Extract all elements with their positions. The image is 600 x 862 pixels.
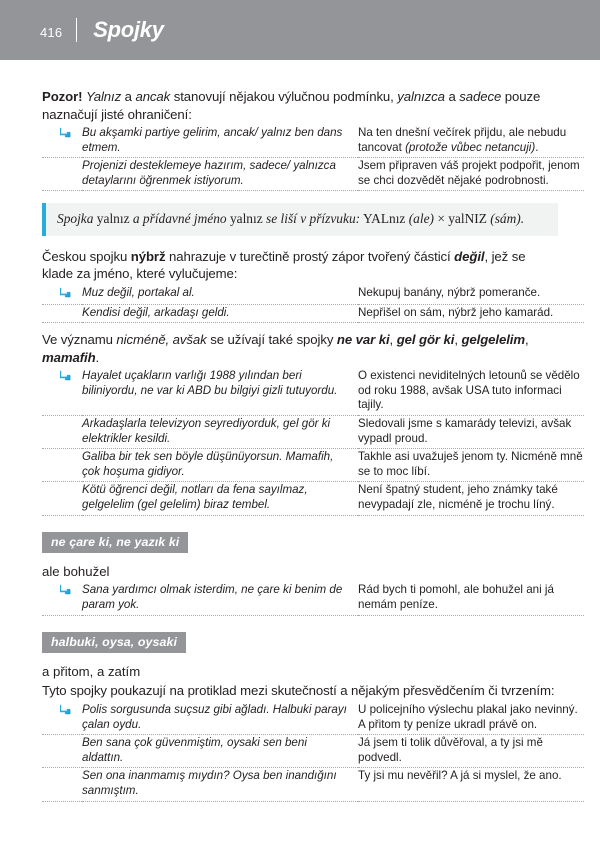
arrow-down-right-icon	[60, 584, 71, 595]
badge-row-halbuki-oysa	[42, 632, 558, 653]
section-intro-nicmene-avsak: Ve významu nicméně, avšak se užívají také spojky ne var ki, gel gör ki, gelgelelim, mamafih.	[42, 332, 529, 365]
section-intro-halbuki-oysa: Tyto spojky poukazují na protiklad mezi skutečností a nějakým přesvědčením či tvrzením:	[42, 683, 555, 699]
page-title: Spojky	[93, 17, 164, 42]
example-table-ne-care-ki	[42, 582, 584, 615]
example-arrow-icon	[42, 702, 82, 735]
page-number: 416	[40, 25, 63, 40]
note-box	[42, 203, 558, 235]
example-czech: Nekupuj banány, nýbrž pomeranče.	[358, 285, 541, 299]
badge-row-ne-care-ki	[42, 532, 558, 553]
example-turkish: Projenizi desteklemeye hazırım, sadece/ yalnızca detaylarını öğrenmek istiyorum.	[82, 159, 336, 187]
example-arrow-spacer	[42, 768, 82, 801]
example-turkish: Kötü öğrenci değil, notları da fena sayılmaz, gelgelelim (gel gelelim) biraz tembel.	[82, 483, 308, 512]
example-row	[42, 582, 584, 615]
example-arrow-icon	[42, 368, 82, 415]
arrow-down-right-icon	[60, 704, 71, 715]
example-czech: Nepřišel on sám, nýbrž jeho kamarád.	[358, 305, 554, 319]
example-turkish: Galiba bir tek sen böyle düşünüyorsun. Mamafih, çok hoşuma gidiyor.	[82, 450, 334, 478]
example-row	[42, 416, 584, 449]
example-row	[42, 368, 584, 415]
example-turkish: Sana yardımcı olmak isterdim, ne çare ki benim de param yok.	[82, 583, 343, 612]
example-row	[42, 285, 584, 304]
arrow-down-right-icon	[60, 370, 71, 381]
example-row	[42, 735, 584, 768]
example-rows	[42, 368, 584, 515]
example-czech: Já jsem ti tolik důvěřoval, a ty jsi mě podvedl.	[358, 736, 543, 764]
example-rows	[42, 702, 584, 801]
example-row	[42, 768, 584, 801]
example-row	[42, 702, 584, 735]
example-turkish: Arkadaşlarla televizyon seyrediyorduk, gel gör ki elektrikler kesildi.	[82, 417, 331, 445]
note-box-text: Spojka yalnız a přídavné jméno yalnız se liší v přízvuku: YALnız (ale) × yalNIZ (sám).	[57, 211, 525, 227]
example-row	[42, 125, 584, 158]
example-czech: Na ten dnešní večírek přijdu, ale nebudu tancovat (protože vůbec netancuji).	[358, 126, 567, 154]
page-content	[0, 60, 600, 802]
arrow-down-right-icon	[60, 287, 71, 298]
example-czech: Jsem připraven váš projekt podpořit, jenom se chci dozvědět nějaké podrobnosti.	[358, 159, 580, 187]
section-gloss-halbuki-oysa: a přitom, a zatím	[42, 663, 141, 679]
example-czech: Není špatný student, jeho známky také nevypadají zle, nicméně je trochu líný.	[358, 483, 558, 512]
section-intro-yalniz-ancak: Pozor! Yalnız a ancak stanovují nějakou výlučnou podmínku, yalnızca a sadece pouze naznačují jisté ohraničení:	[42, 89, 541, 122]
example-row	[42, 482, 584, 515]
example-czech: Sledovali jsme s kamarády televizi, avšak vypadl proud.	[358, 417, 572, 445]
example-turkish: Polis sorgusunda suçsuz gibi ağladı. Halbuki parayı çalan oydu.	[82, 702, 347, 731]
spacer	[42, 323, 558, 331]
example-rows	[42, 582, 584, 615]
example-czech: Ty jsi mu nevěřil? A já si myslel, že ano.	[358, 769, 562, 783]
example-arrow-spacer	[42, 304, 82, 323]
example-arrow-spacer	[42, 416, 82, 449]
example-arrow-spacer	[42, 482, 82, 515]
page-header	[0, 0, 600, 60]
example-arrow-icon	[42, 285, 82, 304]
header-divider	[76, 18, 77, 42]
example-turkish: Sen ona inanmamış mıydın? Oysa ben inandığını sanmıştım.	[82, 769, 337, 797]
example-turkish: Muz değil, portakal al.	[82, 285, 195, 299]
example-turkish: Ben sana çok güvenmiştim, oysaki sen beni aldattın.	[82, 736, 307, 764]
example-turkish: Bu akşamki partiye gelirim, ancak/ yalnız ben dans etmem.	[82, 126, 343, 154]
example-table-halbuki-oysa	[42, 702, 584, 802]
example-czech: Rád bych ti pomohl, ale bohužel ani já nemám peníze.	[358, 583, 554, 612]
example-row	[42, 449, 584, 482]
section-intro-nybrz-degil: Českou spojku nýbrž nahrazuje v turečtině prostý zápor tvořený částicí değil, jež se klade za jméno, které vylučujeme:	[42, 248, 526, 282]
example-table-nicmene-avsak	[42, 368, 584, 515]
section-badge-ne-care-ki: ne çare ki, ne yazık ki	[42, 532, 188, 553]
example-czech: Takhle asi uvažuješ jenom ty. Nicméně mně se to moc líbí.	[358, 450, 583, 478]
example-table-yalniz-ancak	[42, 125, 584, 191]
example-arrow-spacer	[42, 449, 82, 482]
example-arrow-icon	[42, 125, 82, 158]
example-rows	[42, 125, 584, 191]
section-badge-halbuki-oysa: halbuki, oysa, oysaki	[42, 632, 186, 653]
section-gloss-ne-care-ki: ale bohužel	[42, 563, 110, 579]
example-table-nybrz-degil	[42, 285, 584, 323]
example-row	[42, 158, 584, 191]
example-arrow-spacer	[42, 735, 82, 768]
example-rows	[42, 285, 584, 323]
example-czech: O existenci neviditelných letounů se vědělo od roku 1988, avšak USA tuto informaci tajily.	[358, 369, 580, 412]
example-turkish: Kendisi değil, arkadaşı geldi.	[82, 305, 230, 319]
example-turkish: Hayalet uçakların varlığı 1988 yılından beri biliniyordu, ne var ki ABD bu bilgiyi gizli tutuyordu.	[82, 369, 338, 397]
example-czech: U policejního výslechu plakal jako nevinný. A přitom ty peníze ukradl právě on.	[358, 702, 578, 731]
example-arrow-spacer	[42, 158, 82, 191]
arrow-down-right-icon	[60, 127, 71, 138]
example-row	[42, 304, 584, 323]
example-arrow-icon	[42, 582, 82, 615]
